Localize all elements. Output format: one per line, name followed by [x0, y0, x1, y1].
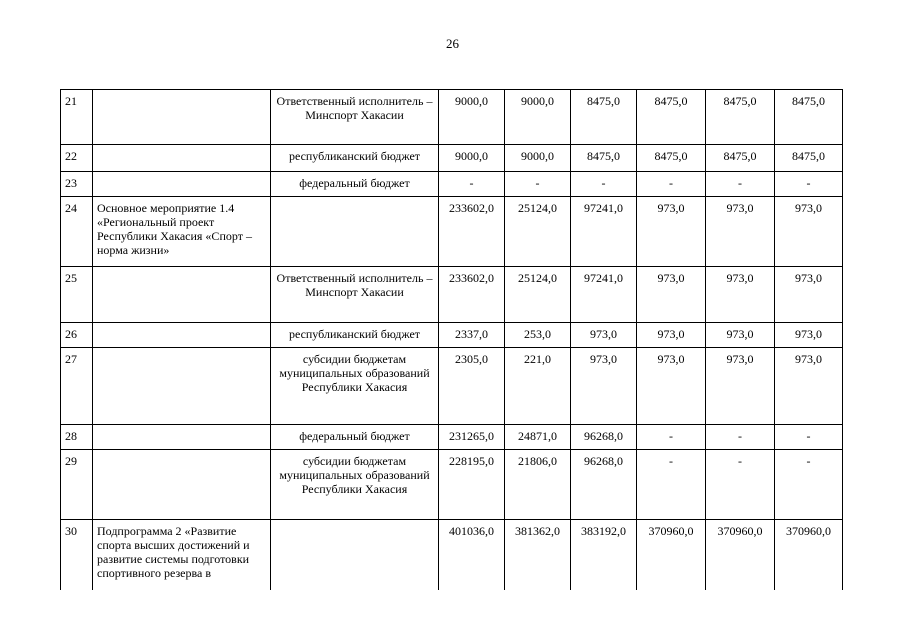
amount-cell: 25124,0 [505, 197, 571, 267]
amount-cell: 973,0 [706, 197, 775, 267]
amount-cell: 401036,0 [439, 520, 505, 590]
amount-cell: 381362,0 [505, 520, 571, 590]
amount-cell: 8475,0 [775, 90, 843, 145]
amount-cell: 370960,0 [706, 520, 775, 590]
amount-cell: - [637, 450, 706, 520]
activity-name-cell [93, 90, 271, 145]
amount-cell: 8475,0 [775, 145, 843, 172]
amount-cell: 2305,0 [439, 348, 505, 425]
table-row [61, 450, 843, 520]
amount-cell: 973,0 [637, 197, 706, 267]
activity-name-cell [93, 348, 271, 425]
row-number-cell: 23 [61, 172, 93, 197]
amount-cell: 973,0 [775, 348, 843, 425]
activity-name-cell [93, 425, 271, 450]
amount-cell: 97241,0 [571, 267, 637, 323]
amount-cell: 8475,0 [637, 145, 706, 172]
amount-cell: 8475,0 [706, 145, 775, 172]
amount-cell: 9000,0 [505, 145, 571, 172]
amount-cell: 973,0 [775, 323, 843, 348]
table-row [61, 172, 843, 197]
activity-name-cell [93, 172, 271, 197]
table-row [61, 197, 843, 267]
amount-cell: 228195,0 [439, 450, 505, 520]
amount-cell: 973,0 [637, 323, 706, 348]
row-number-cell: 28 [61, 425, 93, 450]
table-row [61, 520, 843, 590]
amount-cell: 25124,0 [505, 267, 571, 323]
budget-table [60, 89, 843, 590]
amount-cell: 97241,0 [571, 197, 637, 267]
amount-cell: 231265,0 [439, 425, 505, 450]
table-row [61, 348, 843, 425]
activity-name-cell [93, 323, 271, 348]
amount-cell: 21806,0 [505, 450, 571, 520]
amount-cell: - [775, 425, 843, 450]
activity-name-cell [93, 450, 271, 520]
amount-cell: 9000,0 [439, 90, 505, 145]
funding-source-cell: Ответственный исполнитель – Минспорт Хакасии [271, 267, 439, 323]
amount-cell: 8475,0 [571, 90, 637, 145]
table-row [61, 267, 843, 323]
amount-cell: 973,0 [706, 323, 775, 348]
amount-cell: 2337,0 [439, 323, 505, 348]
amount-cell: - [637, 425, 706, 450]
amount-cell: 383192,0 [571, 520, 637, 590]
amount-cell: 973,0 [706, 267, 775, 323]
amount-cell: - [706, 172, 775, 197]
amount-cell: 8475,0 [571, 145, 637, 172]
row-number-cell: 24 [61, 197, 93, 267]
amount-cell: 253,0 [505, 323, 571, 348]
amount-cell: 973,0 [706, 348, 775, 425]
row-number-cell: 27 [61, 348, 93, 425]
row-number-cell: 29 [61, 450, 93, 520]
amount-cell: - [637, 172, 706, 197]
amount-cell: - [706, 450, 775, 520]
amount-cell: 973,0 [637, 348, 706, 425]
activity-name-cell [93, 267, 271, 323]
activity-name-cell [93, 145, 271, 172]
activity-name-cell: Основное мероприятие 1.4 «Региональный проект Республики Хакасия «Спорт – норма жизни» [93, 197, 271, 267]
amount-cell: - [571, 172, 637, 197]
row-number-cell: 25 [61, 267, 93, 323]
funding-source-cell: Ответственный исполнитель – Минспорт Хакасии [271, 90, 439, 145]
funding-source-cell [271, 520, 439, 590]
amount-cell: 973,0 [775, 267, 843, 323]
row-number-cell: 30 [61, 520, 93, 590]
page-number: 26 [446, 36, 459, 51]
amount-cell: 233602,0 [439, 267, 505, 323]
amount-cell: - [775, 450, 843, 520]
table-row [61, 145, 843, 172]
amount-cell: - [439, 172, 505, 197]
funding-source-cell: федеральный бюджет [271, 172, 439, 197]
amount-cell: 973,0 [571, 323, 637, 348]
amount-cell: 973,0 [775, 197, 843, 267]
amount-cell: 233602,0 [439, 197, 505, 267]
amount-cell: 24871,0 [505, 425, 571, 450]
amount-cell: 96268,0 [571, 425, 637, 450]
amount-cell: 8475,0 [637, 90, 706, 145]
amount-cell: 9000,0 [439, 145, 505, 172]
amount-cell: 973,0 [637, 267, 706, 323]
amount-cell: 9000,0 [505, 90, 571, 145]
row-number-cell: 26 [61, 323, 93, 348]
amount-cell: 221,0 [505, 348, 571, 425]
funding-source-cell [271, 197, 439, 267]
table-row [61, 323, 843, 348]
funding-source-cell: республиканский бюджет [271, 323, 439, 348]
table-body [61, 90, 843, 590]
funding-source-cell: субсидии бюджетам муниципальных образований Республики Хакасия [271, 348, 439, 425]
activity-name-cell: Подпрограмма 2 «Развитие спорта высших достижений и развитие системы подготовки спортивного резерва в [93, 520, 271, 590]
amount-cell: 370960,0 [775, 520, 843, 590]
funding-source-cell: республиканский бюджет [271, 145, 439, 172]
amount-cell: 96268,0 [571, 450, 637, 520]
amount-cell: - [775, 172, 843, 197]
amount-cell: - [706, 425, 775, 450]
amount-cell: 370960,0 [637, 520, 706, 590]
amount-cell: 973,0 [571, 348, 637, 425]
table-row [61, 425, 843, 450]
funding-source-cell: федеральный бюджет [271, 425, 439, 450]
amount-cell: - [505, 172, 571, 197]
table-row [61, 90, 843, 145]
row-number-cell: 21 [61, 90, 93, 145]
amount-cell: 8475,0 [706, 90, 775, 145]
row-number-cell: 22 [61, 145, 93, 172]
funding-source-cell: субсидии бюджетам муниципальных образований Республики Хакасия [271, 450, 439, 520]
